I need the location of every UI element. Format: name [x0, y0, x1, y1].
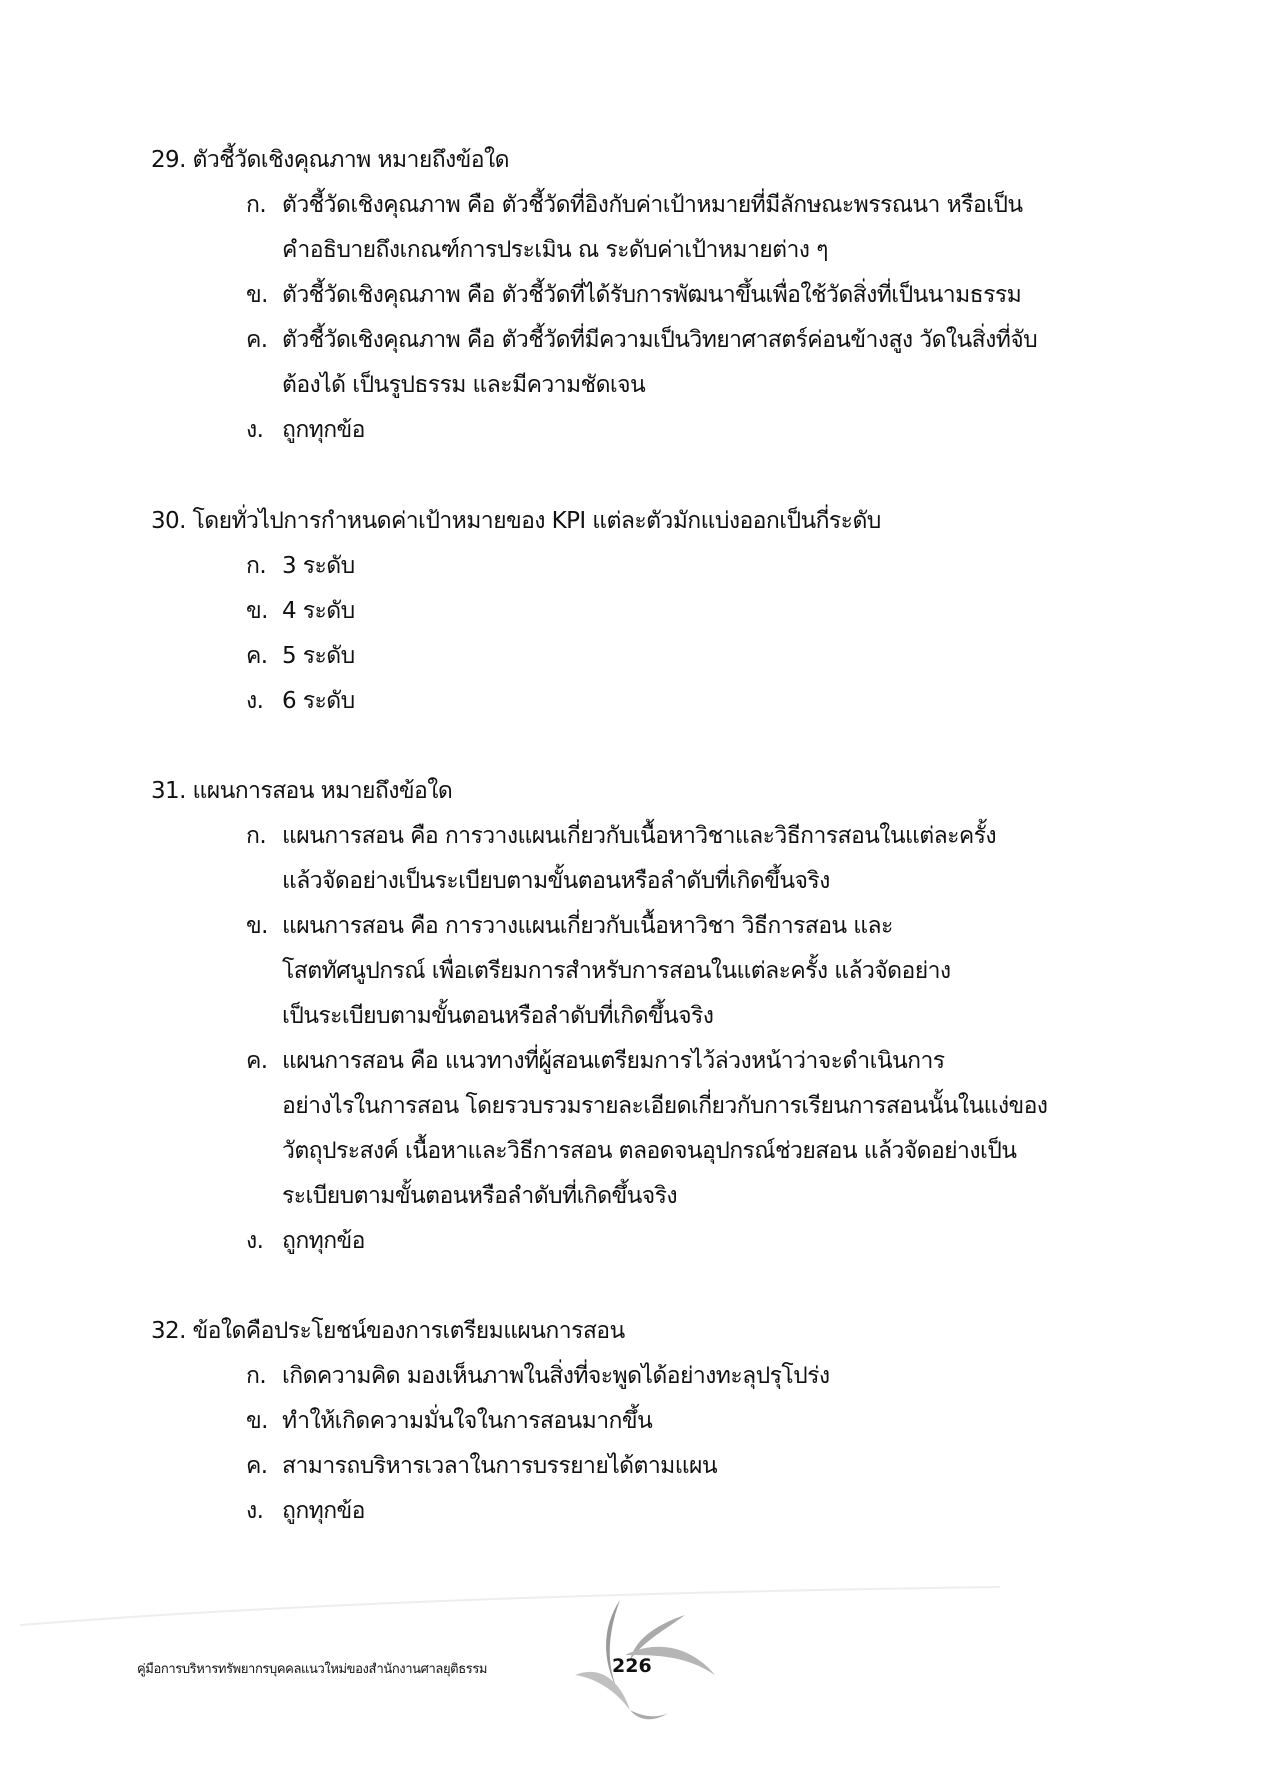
footer-title: คู่มือการบริหารทรัพยากรบุคคลแนวใหม่ของสำนักงานศาลยุติธรรม	[137, 1662, 488, 1677]
option-text: 4 ระดับ	[282, 598, 355, 624]
option-label: ข.	[246, 1408, 268, 1434]
option-label: ก.	[246, 823, 267, 849]
option-label: ก.	[246, 1363, 267, 1389]
question-title: 31. แผนการสอน หมายถึงข้อใด	[151, 778, 453, 804]
question-title: 29. ตัวชี้วัดเชิงคุณภาพ หมายถึงข้อใด	[151, 147, 509, 173]
option-text: ต้องได้ เป็นรูปธรรม และมีความชัดเจน	[282, 372, 646, 398]
option-label: ง.	[246, 688, 264, 714]
option-label: ง.	[246, 417, 264, 443]
option-text: ถูกทุกข้อ	[282, 1498, 365, 1524]
option-label: ข.	[246, 913, 268, 939]
option-text: แผนการสอน คือ การวางแผนเกี่ยวกับเนื้อหาวิชาและวิธีการสอนในแต่ละครั้ง	[282, 823, 997, 849]
page-number: 226	[612, 1655, 652, 1677]
option-text: คำอธิบายถึงเกณฑ์การประเมิน ณ ระดับค่าเป้าหมายต่าง ๆ	[282, 237, 828, 263]
question-title: 30. โดยทั่วไปการกำหนดค่าเป้าหมายของ KPI แต่ละตัวมักแบ่งออกเป็นกี่ระดับ	[151, 508, 881, 534]
option-text: อย่างไรในการสอน โดยรวบรวมรายละเอียดเกี่ยวกับการเรียนการสอนนั้นในแง่ของ	[282, 1093, 1048, 1119]
option-text: 6 ระดับ	[282, 688, 355, 714]
option-label: ค.	[246, 1048, 268, 1074]
option-text: 5 ระดับ	[282, 643, 355, 669]
option-text: ถูกทุกข้อ	[282, 1228, 365, 1254]
option-label: ก.	[246, 553, 267, 579]
option-label: ข.	[246, 598, 268, 624]
option-label: ก.	[246, 192, 267, 218]
option-text: ตัวชี้วัดเชิงคุณภาพ คือ ตัวชี้วัดที่ได้รับการพัฒนาขึ้นเพื่อใช้วัดสิ่งที่เป็นนามธรรม	[282, 282, 1022, 308]
option-text: แล้วจัดอย่างเป็นระเบียบตามขั้นตอนหรือลำดับที่เกิดขึ้นจริง	[282, 868, 830, 894]
option-text: ถูกทุกข้อ	[282, 417, 365, 443]
option-text: แผนการสอน คือ แนวทางที่ผู้สอนเตรียมการไว้ล่วงหน้าว่าจะดำเนินการ	[282, 1048, 945, 1074]
option-text: ตัวชี้วัดเชิงคุณภาพ คือ ตัวชี้วัดที่อิงกับค่าเป้าหมายที่มีลักษณะพรรณนา หรือเป็น	[282, 192, 1023, 218]
option-text: ตัวชี้วัดเชิงคุณภาพ คือ ตัวชี้วัดที่มีความเป็นวิทยาศาสตร์ค่อนข้างสูง วัดในสิ่งที่จับ	[282, 327, 1038, 353]
option-label: ค.	[246, 327, 268, 353]
option-text: เกิดความคิด มองเห็นภาพในสิ่งที่จะพูดได้อย่างทะลุปรุโปร่ง	[282, 1363, 830, 1389]
question-title: 32. ข้อใดคือประโยชน์ของการเตรียมแผนการสอน	[151, 1318, 625, 1344]
option-label: ง.	[246, 1228, 264, 1254]
option-label: ง.	[246, 1498, 264, 1524]
option-label: ค.	[246, 1453, 268, 1479]
option-label: ค.	[246, 643, 268, 669]
option-text: 3 ระดับ	[282, 553, 355, 579]
option-text: แผนการสอน คือ การวางแผนเกี่ยวกับเนื้อหาวิชา วิธีการสอน และ	[282, 913, 893, 939]
option-text: โสตทัศนูปกรณ์ เพื่อเตรียมการสำหรับการสอนในแต่ละครั้ง แล้วจัดอย่าง	[282, 958, 951, 984]
option-text: วัตถุประสงค์ เนื้อหาและวิธีการสอน ตลอดจนอุปกรณ์ช่วยสอน แล้วจัดอย่างเป็น	[282, 1138, 1017, 1164]
option-text: เป็นระเบียบตามขั้นตอนหรือลำดับที่เกิดขึ้นจริง	[282, 1003, 714, 1029]
option-label: ข.	[246, 282, 268, 308]
option-text: ระเบียบตามขั้นตอนหรือลำดับที่เกิดขึ้นจริง	[282, 1183, 678, 1209]
option-text: ทำให้เกิดความมั่นใจในการสอนมากขึ้น	[282, 1408, 653, 1434]
option-text: สามารถบริหารเวลาในการบรรยายได้ตามแผน	[282, 1453, 717, 1479]
